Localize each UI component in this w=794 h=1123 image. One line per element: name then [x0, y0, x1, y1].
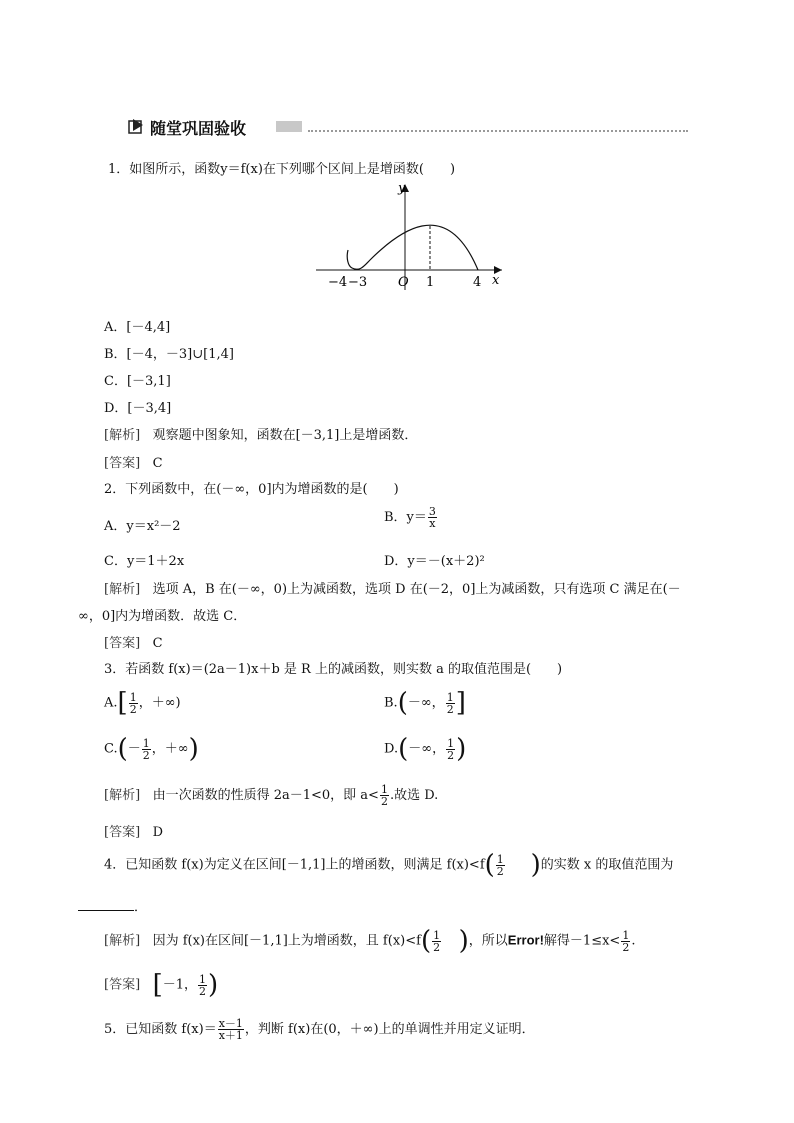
bracket: ): [208, 970, 219, 1000]
q1-option-c: C．[－3,1]: [104, 374, 171, 389]
stem-text: 4．已知函数 f(x)为定义在区间[－1,1]上的增函数，则满足 f(x)<f: [104, 857, 485, 873]
bracket: (: [420, 926, 432, 956]
graph-tick-1: 1: [426, 275, 435, 290]
stem-text: 5．已知函数 f(x)＝: [104, 1022, 217, 1037]
bracket: (: [117, 734, 128, 764]
q1-stem: 1．如图所示，函数y＝f(x)在下列哪个区间上是增函数( ): [108, 162, 456, 177]
analysis-end: .: [631, 933, 636, 949]
numerator: x－1: [218, 1017, 243, 1030]
option-prefix: D.: [384, 741, 399, 757]
answer-tag: [答案]: [104, 977, 141, 993]
q1-graph: [312, 180, 512, 292]
answer-tag: [答案]: [104, 825, 141, 840]
denominator: 2: [129, 702, 137, 716]
header-dotted-line: [308, 130, 688, 132]
answer-tag: [答案]: [104, 636, 141, 651]
numerator: 1: [142, 736, 150, 750]
q3-option-c: [104, 736, 199, 762]
q2-analysis-line2: ∞，0]内为增函数．故选 C．: [78, 609, 247, 624]
stem-text-end: 的实数 x 的取值范围为: [540, 857, 674, 873]
fraction: [621, 930, 630, 953]
analysis-mid2: 解得－1≤x<: [543, 933, 621, 949]
denominator: 2: [622, 940, 630, 954]
fraction: [428, 506, 437, 529]
q2-option-c: C．y＝1＋2x: [104, 554, 185, 569]
denominator: 2: [380, 795, 388, 808]
error-text: Error!: [507, 932, 544, 948]
bracket: [: [152, 970, 163, 1000]
q2-stem: 2．下列函数中，在(－∞，0]内为增函数的是( ): [104, 482, 399, 497]
graph-tick-4: 4: [473, 275, 482, 290]
option-mid: －∞，: [407, 695, 445, 711]
bracket: ): [188, 734, 199, 764]
q1-analysis: [104, 424, 417, 443]
fraction: [218, 1018, 244, 1041]
option-prefix: B.: [384, 695, 398, 711]
option-rest: ，＋∞: [151, 741, 189, 757]
bracket: (: [484, 850, 495, 880]
option-b-prefix: B．y＝: [384, 510, 427, 525]
arrow-box-icon: [128, 118, 144, 134]
stem-text-end: ，判断 f(x)在(0，＋∞)上的单调性并用定义证明．: [244, 1022, 535, 1037]
q1-option-a: A．[－4,4]: [104, 320, 171, 335]
analysis-mid: ，所以: [468, 933, 508, 949]
denominator: 2: [142, 748, 150, 762]
fraction: [380, 784, 389, 807]
q4-stem: [104, 852, 673, 878]
stem-period: ．: [134, 900, 148, 915]
analysis-text: 选项 A，B 在(－∞，0)上为减函数，选项 D 在(－2，0]上为减函数，只有选项 C 满足在(－: [152, 582, 681, 597]
numerator: 1: [447, 736, 455, 750]
denominator: x＋1: [218, 1029, 243, 1042]
answer-text: C: [152, 456, 163, 471]
answer-tag: [答案]: [104, 456, 141, 471]
bracket: ): [456, 734, 467, 764]
bracket: [: [117, 688, 128, 718]
analysis-text: 因为 f(x)在区间[－1,1]上为增函数，且 f(x)<f: [152, 933, 421, 949]
analysis-tag: [解析]: [104, 428, 141, 443]
numerator: 1: [380, 783, 388, 796]
analysis-text: 观察题中图象知，函数在[－3,1]上是增函数．: [152, 428, 418, 443]
option-rest: ，＋∞): [138, 695, 181, 711]
header-decoration: [276, 121, 302, 132]
fraction: [432, 930, 441, 953]
denominator: 2: [447, 748, 455, 762]
bracket: ): [458, 926, 469, 956]
numerator: 1: [622, 928, 630, 942]
q4-answer: [104, 972, 218, 998]
analysis-tag: [解析]: [104, 582, 141, 597]
graph-x-label: x: [492, 273, 500, 288]
q2-option-d: D．y＝－(x＋2)²: [384, 554, 485, 569]
q2-option-a: A．y＝x²－2: [104, 519, 181, 534]
graph-tick-m4: −4: [328, 275, 348, 290]
fraction: [198, 974, 207, 997]
option-mid: －∞，: [408, 741, 446, 757]
fraction: [446, 692, 455, 715]
numerator: 1: [129, 690, 137, 704]
answer-text: D: [152, 825, 163, 840]
answer-text: －1，: [162, 977, 197, 993]
q3-analysis: [104, 784, 438, 807]
analysis-tag: [解析]: [104, 788, 141, 803]
q5-stem: [104, 1018, 535, 1041]
q3-stem: 3．若函数 f(x)＝(2a－1)x＋b 是 R 上的减函数，则实数 a 的取值范围是( ): [104, 662, 563, 677]
analysis-tag: [解析]: [104, 933, 141, 949]
q2-option-b: [384, 506, 438, 529]
numerator: 1: [496, 852, 504, 866]
numerator: 1: [199, 972, 206, 986]
option-neg: －: [127, 741, 141, 757]
fraction: [142, 738, 151, 761]
section-header: [128, 118, 688, 138]
option-prefix: A.: [104, 695, 118, 711]
q1-option-b: B．[－4，－3]∪[1,4]: [104, 347, 234, 362]
graph-y-label: y: [398, 181, 406, 196]
analysis-text: 由一次函数的性质得 2a－1<0，即 a<: [152, 788, 379, 803]
q4-analysis: [104, 928, 635, 954]
bracket: ]: [455, 688, 466, 718]
denominator: 2: [446, 702, 454, 716]
graph-origin: O: [398, 275, 409, 290]
numerator: 1: [446, 690, 454, 704]
q3-option-d: [384, 736, 466, 762]
fraction: [446, 738, 455, 761]
answer-blank: [78, 900, 134, 911]
bracket: (: [397, 688, 408, 718]
option-prefix: C.: [104, 741, 118, 757]
q4-blank-line: [78, 896, 147, 915]
analysis-text-end: .故选 D.: [389, 788, 439, 803]
answer-text: C: [152, 636, 163, 651]
numerator: 1: [433, 928, 441, 942]
q3-answer: [104, 821, 163, 840]
fraction: [129, 692, 138, 715]
denominator: 2: [199, 984, 206, 998]
graph-tick-m3: −3: [348, 275, 368, 290]
fraction: [496, 854, 505, 877]
q1-answer: [104, 452, 163, 471]
q2-analysis-line1: [104, 578, 681, 597]
bracket: ): [530, 850, 541, 880]
denominator: x: [429, 517, 436, 530]
denominator: 2: [496, 864, 504, 878]
denominator: 2: [433, 940, 441, 954]
bracket: (: [398, 734, 409, 764]
numerator: 3: [428, 505, 436, 518]
q2-answer: [104, 632, 163, 651]
section-title: 随堂巩固验收: [150, 119, 247, 138]
q1-option-d: D．[－3,4]: [104, 401, 172, 416]
q3-option-a: [104, 690, 181, 716]
q3-option-b: [384, 690, 466, 716]
